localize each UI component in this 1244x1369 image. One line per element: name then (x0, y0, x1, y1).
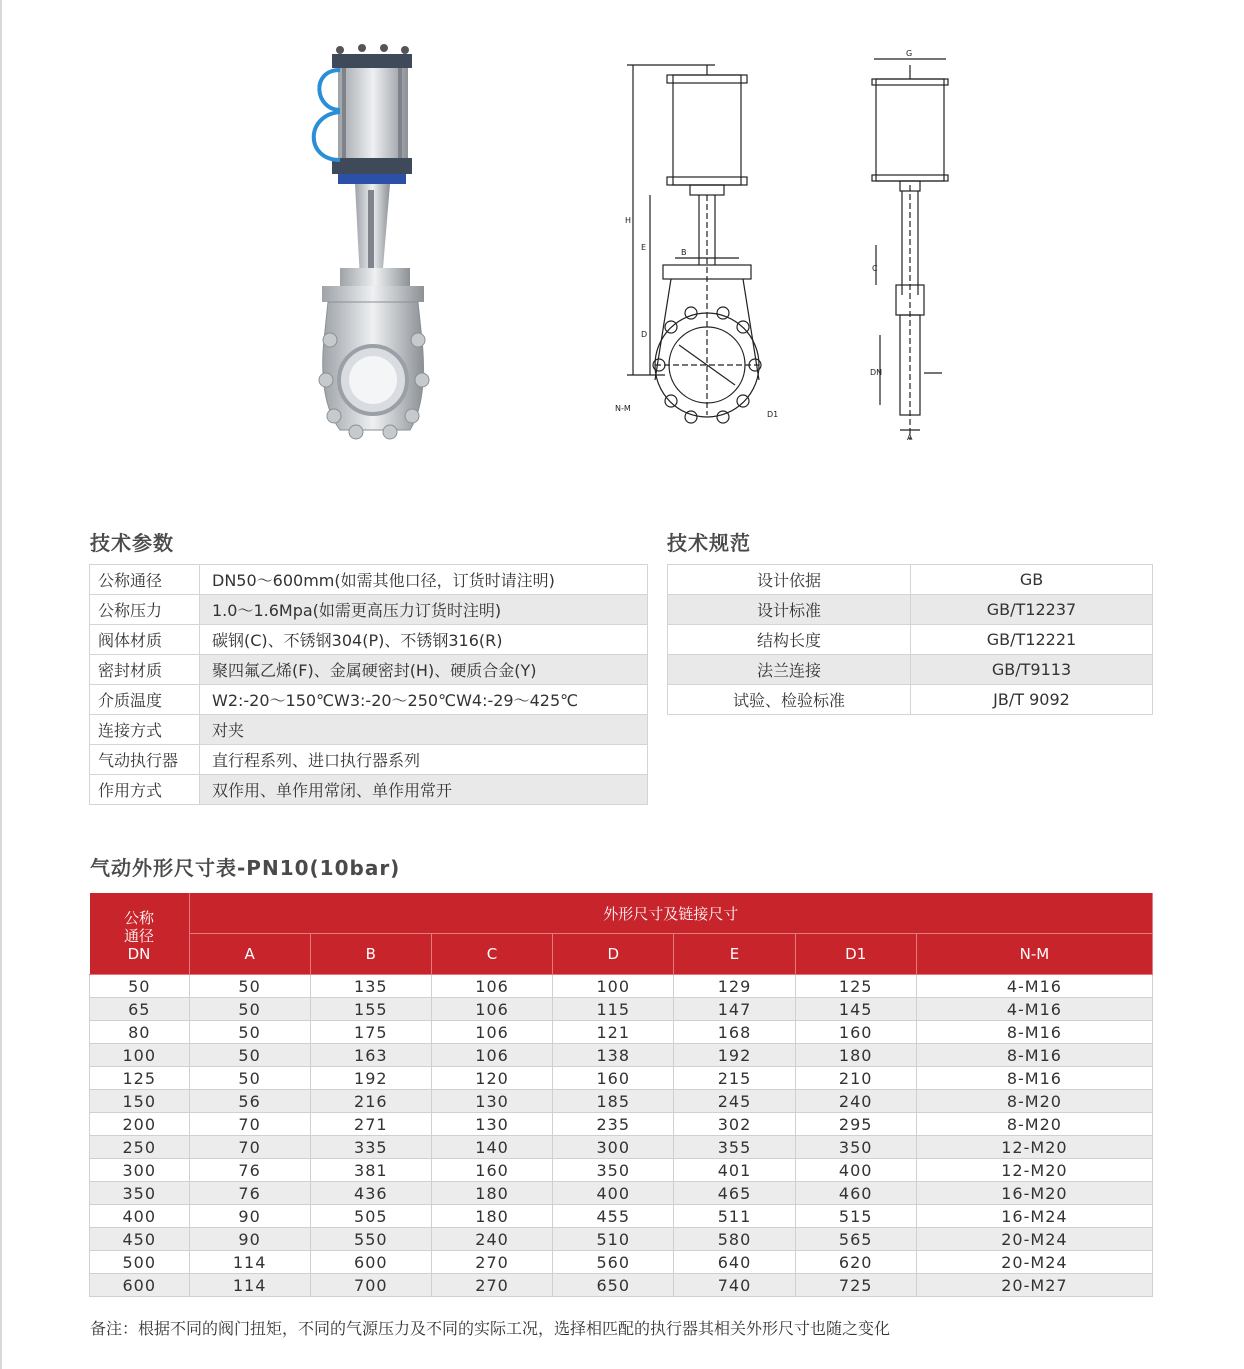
dimension-cell: 465 (674, 1182, 795, 1205)
table-row (90, 975, 1153, 998)
table-row (90, 1251, 1153, 1274)
label-dn: DN (870, 368, 883, 377)
dimension-cell: 114 (189, 1274, 310, 1297)
page-left-border (0, 0, 2, 1369)
dimension-cell: 355 (674, 1136, 795, 1159)
dimension-cell: 4-M16 (916, 975, 1152, 998)
tech-spec-table (667, 564, 1153, 715)
param-label: 阀体材质 (90, 625, 200, 655)
param-value: W2:-20～150℃W3:-20～250℃W4:-29～425℃ (200, 685, 648, 715)
dimension-cell: 295 (795, 1113, 916, 1136)
spec-value: GB/T12237 (911, 595, 1153, 625)
label-c: C (872, 264, 878, 273)
table-row (90, 1044, 1153, 1067)
spec-value: JB/T 9092 (911, 685, 1153, 715)
dimension-cell: 8-M20 (916, 1113, 1152, 1136)
dimension-cell: 515 (795, 1205, 916, 1228)
dimension-cell: 168 (674, 1021, 795, 1044)
dimension-cell: 106 (431, 1044, 552, 1067)
dimension-cell: 210 (795, 1067, 916, 1090)
tech-spec-title: 技术规范 (667, 531, 751, 555)
dimensions-title: 气动外形尺寸表-PN10(10bar) (90, 856, 401, 880)
dimension-cell: 240 (431, 1228, 552, 1251)
dimension-cell: 145 (795, 998, 916, 1021)
dimension-cell: 511 (674, 1205, 795, 1228)
table-row (90, 1090, 1153, 1113)
column-header: E (674, 934, 795, 975)
dimension-cell: 650 (553, 1274, 674, 1297)
dimension-cell: 350 (795, 1136, 916, 1159)
dimension-cell: 436 (310, 1182, 431, 1205)
column-header: B (310, 934, 431, 975)
dimension-cell: 175 (310, 1021, 431, 1044)
dimension-cell: 16-M24 (916, 1205, 1152, 1228)
dimension-cell: 129 (674, 975, 795, 998)
table-row (90, 565, 648, 595)
table-row (90, 1136, 1153, 1159)
dimension-cell: 185 (553, 1090, 674, 1113)
spec-value: GB/T9113 (911, 655, 1153, 685)
dn-cell: 450 (90, 1228, 190, 1251)
dn-cell: 65 (90, 998, 190, 1021)
dimension-cell: 550 (310, 1228, 431, 1251)
dimension-cell: 460 (795, 1182, 916, 1205)
table-row (90, 625, 648, 655)
spec-label: 试验、检验标准 (668, 685, 911, 715)
param-value: DN50～600mm(如需其他口径，订货时请注明) (200, 565, 648, 595)
dimension-cell: 90 (189, 1205, 310, 1228)
table-row (90, 1067, 1153, 1090)
param-label: 公称通径 (90, 565, 200, 595)
dimension-cell: 400 (553, 1182, 674, 1205)
spec-label: 设计标准 (668, 595, 911, 625)
label-d: D (641, 330, 648, 339)
dimension-cell: 70 (189, 1113, 310, 1136)
table-row (668, 685, 1153, 715)
table-row (668, 565, 1153, 595)
dn-cell: 125 (90, 1067, 190, 1090)
label-b: B (681, 248, 687, 257)
dn-cell: 80 (90, 1021, 190, 1044)
param-label: 公称压力 (90, 595, 200, 625)
dimension-cell: 271 (310, 1113, 431, 1136)
dimension-cell: 100 (553, 975, 674, 998)
param-label: 作用方式 (90, 775, 200, 805)
dimension-cell: 115 (553, 998, 674, 1021)
dimension-cell: 302 (674, 1113, 795, 1136)
dimension-cell: 400 (795, 1159, 916, 1182)
dimension-cell: 125 (795, 975, 916, 998)
dimension-cell: 50 (189, 975, 310, 998)
dn-cell: 400 (90, 1205, 190, 1228)
column-header: D (553, 934, 674, 975)
dimension-cell: 725 (795, 1274, 916, 1297)
dimension-cell: 70 (189, 1136, 310, 1159)
param-value: 聚四氟乙烯(F)、金属硬密封(H)、硬质合金(Y) (200, 655, 648, 685)
param-label: 密封材质 (90, 655, 200, 685)
spec-value: GB (911, 565, 1153, 595)
dimension-cell: 106 (431, 998, 552, 1021)
table-row (90, 1228, 1153, 1251)
dn-header (90, 893, 190, 975)
dimension-cell: 130 (431, 1113, 552, 1136)
label-a: A (907, 433, 913, 442)
dimension-cell: 140 (431, 1136, 552, 1159)
dimension-cell: 4-M16 (916, 998, 1152, 1021)
dimension-cell: 120 (431, 1067, 552, 1090)
dimension-cell: 160 (795, 1021, 916, 1044)
dimension-cell: 8-M16 (916, 1044, 1152, 1067)
dn-cell: 350 (90, 1182, 190, 1205)
table-row (90, 685, 648, 715)
dn-cell: 500 (90, 1251, 190, 1274)
dimension-cell: 215 (674, 1067, 795, 1090)
dimension-cell: 192 (674, 1044, 795, 1067)
dimension-cell: 240 (795, 1090, 916, 1113)
dimension-cell: 192 (310, 1067, 431, 1090)
dimension-cell: 245 (674, 1090, 795, 1113)
dimension-cell: 335 (310, 1136, 431, 1159)
dn-cell: 300 (90, 1159, 190, 1182)
group-header: 外形尺寸及链接尺寸 (189, 893, 1153, 934)
dimension-cell: 90 (189, 1228, 310, 1251)
dimension-cell: 381 (310, 1159, 431, 1182)
table-row (668, 655, 1153, 685)
table-row (90, 655, 648, 685)
dimension-cell: 16-M20 (916, 1182, 1152, 1205)
param-label: 气动执行器 (90, 745, 200, 775)
dimension-cell: 235 (553, 1113, 674, 1136)
label-nm: N-M (615, 404, 631, 413)
dimension-cell: 565 (795, 1228, 916, 1251)
dimension-cell: 138 (553, 1044, 674, 1067)
dimensions-body (90, 975, 1153, 1297)
dimension-cell: 455 (553, 1205, 674, 1228)
dimension-cell: 106 (431, 975, 552, 998)
table-row (90, 1021, 1153, 1044)
dimension-cell: 270 (431, 1274, 552, 1297)
dimension-cell: 560 (553, 1251, 674, 1274)
dimension-cell: 76 (189, 1182, 310, 1205)
column-header: N-M (916, 934, 1152, 975)
dimension-cell: 180 (431, 1205, 552, 1228)
dimension-cell: 130 (431, 1090, 552, 1113)
dimension-cell: 620 (795, 1251, 916, 1274)
spec-value: GB/T12221 (911, 625, 1153, 655)
dimensions-table (89, 893, 1153, 1297)
table-row (90, 595, 648, 625)
dimension-cell: 700 (310, 1274, 431, 1297)
dimension-cell: 160 (553, 1067, 674, 1090)
dn-cell: 50 (90, 975, 190, 998)
column-header: D1 (795, 934, 916, 975)
dimension-cell: 160 (431, 1159, 552, 1182)
dimension-cell: 180 (795, 1044, 916, 1067)
dn-cell: 250 (90, 1136, 190, 1159)
dimension-cell: 114 (189, 1251, 310, 1274)
dimension-cell: 50 (189, 998, 310, 1021)
param-value: 直行程系列、进口执行器系列 (200, 745, 648, 775)
label-e: E (641, 243, 647, 252)
table-row (90, 1182, 1153, 1205)
dimension-cell: 216 (310, 1090, 431, 1113)
dn-header-text: 公称 通径 DN (123, 908, 154, 963)
param-label: 连接方式 (90, 715, 200, 745)
table-row (90, 1159, 1153, 1182)
side-view-drawing (860, 45, 960, 445)
param-label: 介质温度 (90, 685, 200, 715)
param-value: 双作用、单作用常闭、单作用常开 (200, 775, 648, 805)
table-row (90, 1274, 1153, 1297)
dimension-cell: 56 (189, 1090, 310, 1113)
dimension-cell: 505 (310, 1205, 431, 1228)
dimension-cell: 121 (553, 1021, 674, 1044)
dn-cell: 150 (90, 1090, 190, 1113)
dimension-cell: 135 (310, 975, 431, 998)
dimension-cell: 147 (674, 998, 795, 1021)
dimension-cell: 12-M20 (916, 1136, 1152, 1159)
dimension-cell: 510 (553, 1228, 674, 1251)
table-row (668, 595, 1153, 625)
valve-product-photo (300, 40, 440, 450)
tech-params-table (89, 564, 648, 805)
dimension-cell: 740 (674, 1274, 795, 1297)
table-row (90, 745, 648, 775)
dimension-cell: 20-M24 (916, 1251, 1152, 1274)
dn-cell: 100 (90, 1044, 190, 1067)
dimension-cell: 163 (310, 1044, 431, 1067)
dimension-cell: 180 (431, 1182, 552, 1205)
label-g: G (906, 49, 913, 58)
tech-params-title: 技术参数 (90, 531, 174, 555)
table-row (90, 1113, 1153, 1136)
param-value: 1.0～1.6Mpa(如需更高压力订货时注明) (200, 595, 648, 625)
dimension-cell: 20-M24 (916, 1228, 1152, 1251)
dimension-cell: 106 (431, 1021, 552, 1044)
dimension-cell: 350 (553, 1159, 674, 1182)
table-row (668, 625, 1153, 655)
table-row (90, 998, 1153, 1021)
table-row (90, 775, 648, 805)
dimension-cell: 50 (189, 1067, 310, 1090)
dimension-cell: 155 (310, 998, 431, 1021)
table-row (90, 1205, 1153, 1228)
dimension-cell: 580 (674, 1228, 795, 1251)
label-h: H (625, 216, 632, 225)
param-value: 对夹 (200, 715, 648, 745)
dimension-cell: 600 (310, 1251, 431, 1274)
table-row (90, 715, 648, 745)
dimension-cell: 20-M27 (916, 1274, 1152, 1297)
dn-cell: 200 (90, 1113, 190, 1136)
spec-label: 结构长度 (668, 625, 911, 655)
dimension-cell: 8-M20 (916, 1090, 1152, 1113)
dimension-cell: 270 (431, 1251, 552, 1274)
dn-cell: 600 (90, 1274, 190, 1297)
column-header: C (431, 934, 552, 975)
remark-note: 备注：根据不同的阀门扭矩，不同的气源压力及不同的实际工况，选择相匹配的执行器其相关外形尺寸也随之变化 (90, 1319, 891, 1338)
front-view-drawing (605, 45, 790, 435)
dimension-cell: 50 (189, 1044, 310, 1067)
param-value: 碳钢(C)、不锈钢304(P)、不锈钢316(R) (200, 625, 648, 655)
dimension-cell: 8-M16 (916, 1067, 1152, 1090)
dimension-cell: 8-M16 (916, 1021, 1152, 1044)
dimension-cell: 76 (189, 1159, 310, 1182)
label-d1: D1 (767, 410, 779, 419)
dimension-cell: 12-M20 (916, 1159, 1152, 1182)
column-header: A (189, 934, 310, 975)
dimension-cell: 401 (674, 1159, 795, 1182)
dimension-cell: 640 (674, 1251, 795, 1274)
dimension-cell: 300 (553, 1136, 674, 1159)
spec-label: 设计依据 (668, 565, 911, 595)
spec-label: 法兰连接 (668, 655, 911, 685)
dimension-cell: 50 (189, 1021, 310, 1044)
